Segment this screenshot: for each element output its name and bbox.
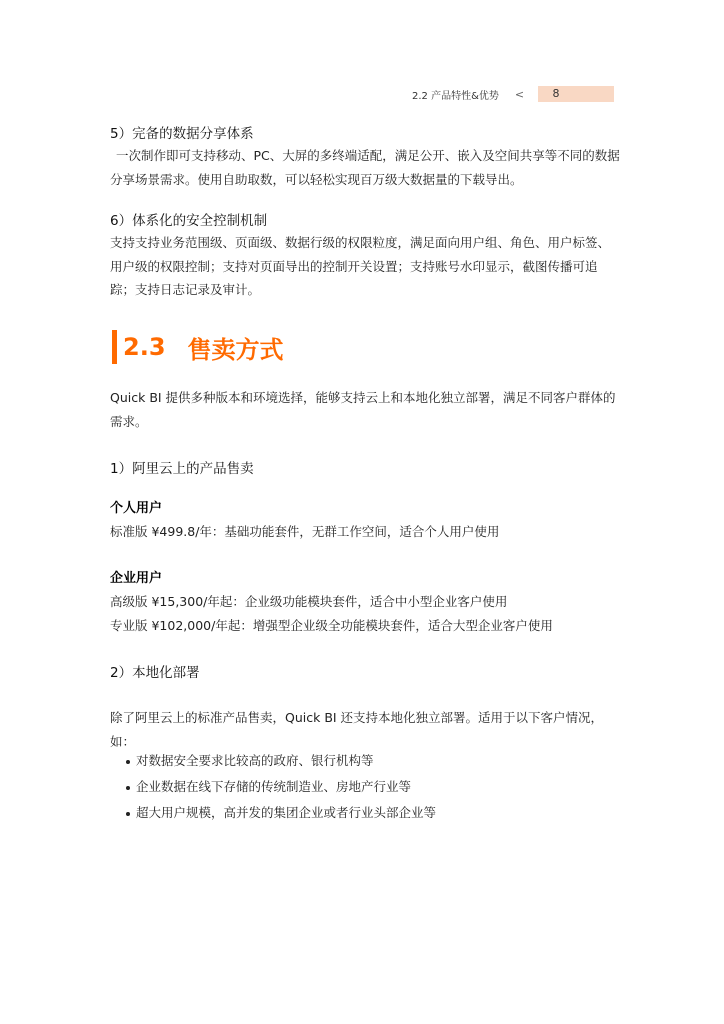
onprem-body xyxy=(110,706,620,753)
page-number-box xyxy=(538,86,614,102)
list-item: 企业数据在线下存储的传统制造业、房地产行业等 xyxy=(126,774,636,800)
onprem-list xyxy=(126,748,636,826)
personal-label: 个人用户 xyxy=(110,501,163,516)
section-6 xyxy=(110,211,620,302)
intro xyxy=(110,386,620,433)
cloud-heading-text: 1）阿里云上的产品售卖 xyxy=(110,461,254,477)
onprem-heading xyxy=(110,663,620,683)
cloud-heading xyxy=(110,459,620,479)
page-header xyxy=(412,86,560,102)
section-5 xyxy=(110,124,620,191)
personal-user xyxy=(110,498,620,544)
header-section-label: 2.2 产品特性&优势 xyxy=(412,90,499,102)
section-5-heading: 5）完备的数据分享体系 xyxy=(110,126,254,142)
chapter-title-text: 售卖方式 xyxy=(187,335,284,364)
section-6-body: 支持支持业务范围级、页面级、数据行级的权限粒度，满足面向用户组、角色、用户标签、用户级的权限控制；支持对页面导出的控制开关设置；支持账号水印显示，截图传播可追踪；支持日志记录及审计。 xyxy=(110,235,611,297)
pro-edition: 专业版 ¥102,000/年起：增强型企业级全功能模块套件，适合大型企业客户使用 xyxy=(110,617,553,633)
intro-text: Quick BI 提供多种版本和环境选择，能够支持云上和本地化独立部署，满足不同客户群体的需求。 xyxy=(110,390,616,429)
title-accent-bar xyxy=(112,330,117,364)
advanced-edition: 高级版 ¥15,300/年起：企业级功能模块套件，适合中小型企业客户使用 xyxy=(110,594,508,609)
chapter-title xyxy=(112,330,284,364)
onprem-heading-text: 2）本地化部署 xyxy=(110,665,200,681)
enterprise-user xyxy=(110,568,620,637)
section-5-body: 一次制作即可支持移动、PC、大屏的多终端适配，满足公开、嵌入及空间共享等不同的数据分享场景需求。使用自助取数，可以轻松实现百万级大数据量的下载导出。 xyxy=(110,148,620,187)
page-number: 8 xyxy=(552,87,560,100)
onprem-body-text: 除了阿里云上的标准产品售卖，Quick BI 还支持本地化独立部署。适用于以下客户情况，如： xyxy=(110,710,604,749)
standard-edition: 标准版 ¥499.8/年：基础功能套件，无群工作空间，适合个人用户使用 xyxy=(110,524,500,539)
list-item: 超大用户规模，高并发的集团企业或者行业头部企业等 xyxy=(126,800,636,826)
chevron-left-icon: < xyxy=(514,87,525,101)
enterprise-label: 企业用户 xyxy=(110,571,163,586)
list-item: 对数据安全要求比较高的政府、银行机构等 xyxy=(126,748,636,774)
chapter-number: 2.3 xyxy=(123,333,166,361)
section-6-heading: 6）体系化的安全控制机制 xyxy=(110,213,268,229)
